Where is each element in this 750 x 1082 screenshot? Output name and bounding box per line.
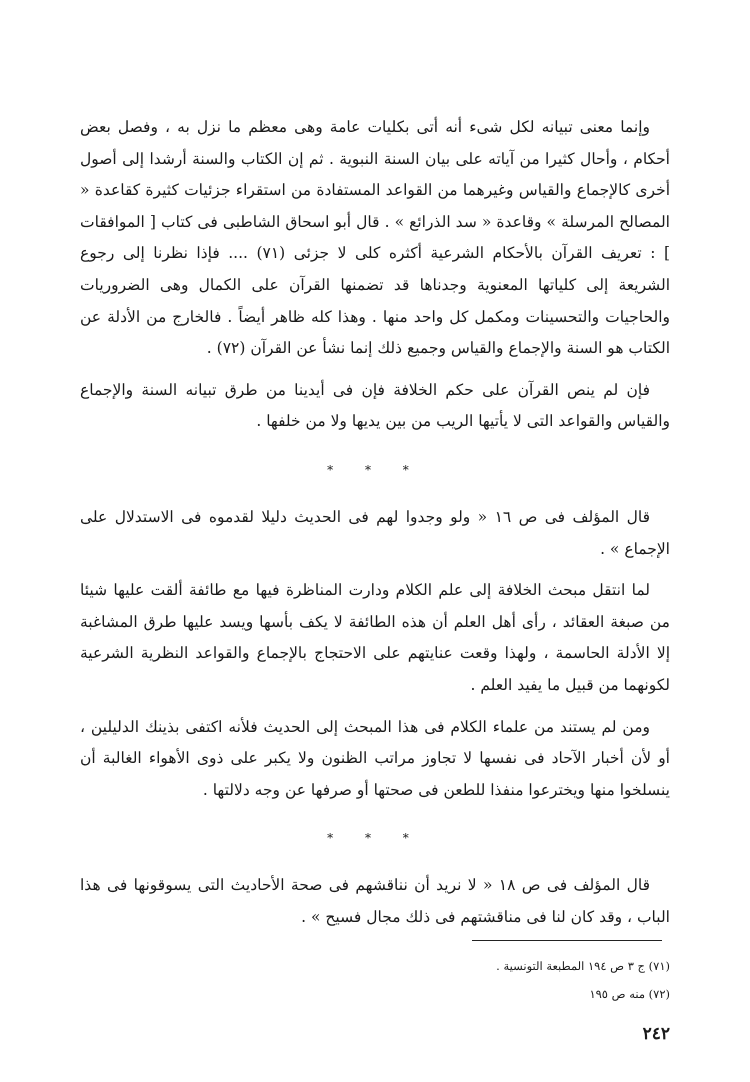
paragraph-4: لما انتقل مبحث الخلافة إلى علم الكلام ودارت المناظرة فيها مع طائفة ألقت عليها شيئا من صبغة العقائد ، رأى أهل العلم أن هذه الطائفة لا يكف بأسها ويسد عليها طرق المشاغبة إلا الأدلة الحاسمة ، ولهذا وقعت عنايتهم على الاحتجاج بالإجماع والقواعد النظرية الشرعية لكونهما من قبيل ما يفيد العلم . bbox=[80, 581, 670, 694]
paragraph-1: وإنما معنى تبيانه لكل شىء أنه أتى بكليات عامة وهى معظم ما نزل به ، وفصل بعض أحكام ، وأحال كثيرا من آياته على بيان السنة النبوية . ثم إن الكتاب والسنة أرشدا إلى أصول أخرى كالإجماع والقياس وغيرهما من القواعد المستفادة من استقراء جزئيات كثيرة كقاعدة « المصالح المرسلة » وقاعدة « سد الذرائع » . قال أبو اسحاق الشاطبى فى كتاب [ الموافقات ] : تعريف القرآن بالأحكام الشرعية أكثره كلى لا جزئى (٧١) .... فإذا نظرنا إلى رجوع الشريعة إلى كلياتها المعنوية وجدناها قد تضمنها القرآن على الكمال وهى الضروريات والحاجيات والتحسينات ومكمل كل واحد منها . وهذا كله ظاهر أيضاً . فالخارج من الأدلة عن الكتاب هو السنة والإجماع والقياس وجميع ذلك إنما نشأ عن القرآن (٧٢) . bbox=[80, 118, 670, 358]
footnote-divider bbox=[472, 940, 662, 941]
body-text bbox=[80, 112, 670, 943]
paragraph-5: ومن لم يستند من علماء الكلام فى هذا المبحث إلى الحديث فلأنه اكتفى بذينك الدليلين ، أو لأن أخبار الآحاد فى نفسها لا تجاوز مراتب الظنون ولا يكبر على ذوى الأهواء الغالبة أن ينسلخوا منها ويخترعوا منفذا للطعن فى صحتها أو صرفها عن وجه دلالتها . bbox=[80, 717, 670, 799]
section-separator: * * * bbox=[327, 831, 423, 846]
paragraph-6: قال المؤلف فى ص ١٨ « لا نريد أن نناقشهم فى صحة الأحاديث التى يسوقونها فى هذا الباب ، وقد كان لنا فى مناقشتهم فى ذلك مجال فسيح » . bbox=[80, 876, 670, 926]
footnote-72: (٧٢) منه ص ١٩٥ bbox=[589, 987, 670, 1001]
page-number: ٢٤٢ bbox=[642, 1024, 670, 1044]
section-separator: * * * bbox=[327, 462, 423, 477]
paragraph-2: فإن لم ينص القرآن على حكم الخلافة فإن فى أيدينا من طرق تبيانه السنة والإجماع والقياس والقواعد التى لا يأتيها الريب من بين يديها ولا من خلفها . bbox=[80, 380, 670, 431]
footnote-71: (٧١) ج ٣ ص ١٩٤ المطبعة التونسية . bbox=[496, 959, 670, 973]
footnotes bbox=[300, 952, 670, 1008]
paragraph-3: قال المؤلف فى ص ١٦ « ولو وجدوا لهم فى الحديث دليلا لقدموه فى الاستدلال على الإجماع » . bbox=[80, 507, 670, 558]
